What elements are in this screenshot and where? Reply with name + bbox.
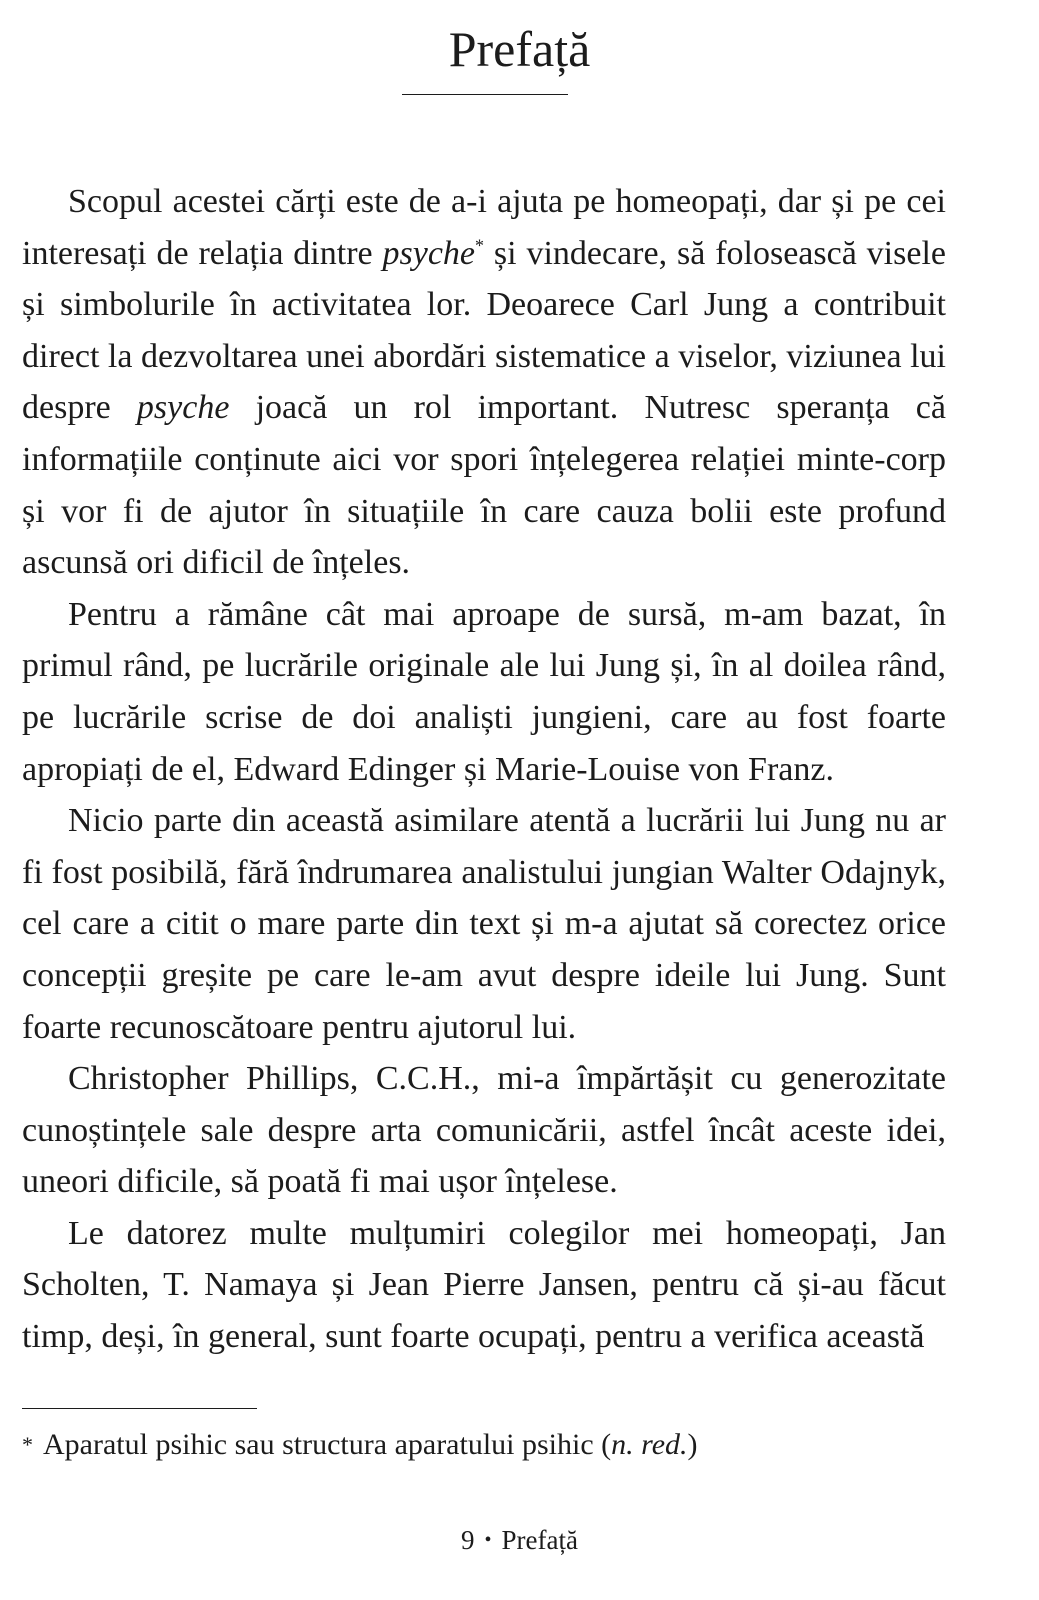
running-title: Prefață <box>501 1525 578 1555</box>
paragraph-5: Le datorez multe mulțumiri colegilor mei homeopați, Jan Scholten, T. Namaya și Jean Pierre Jansen, pentru că și-au făcut timp, deși, în general, sunt foarte ocupați, pentru a verifica această <box>22 1214 946 1356</box>
footnote <box>22 1425 946 1465</box>
term-psyche-2: psyche <box>136 389 230 427</box>
body-text <box>22 176 946 1363</box>
page-title: Prefață <box>448 21 591 77</box>
paragraph-1-part-e: joacă un rol important. Nutresc speranța că informațiile conținute aici vor spori înțelegerea relației minte-corp și vor fi de ajutor în situațiile în care cauza bolii este profund ascunsă ori dificil de înțeles. <box>22 389 946 582</box>
footnote-text: Aparatul psihic sau structura aparatului psihic ( <box>43 1428 612 1461</box>
footer-separator: • <box>484 1529 492 1551</box>
paragraph-4: Christopher Phillips, C.C.H., mi-a împărtășit cu generozitate cunoștințele sale despre arta comunicării, astfel încât aceste idei, uneori dificile, să poată fi mai ușor înțelese. <box>22 1060 946 1201</box>
paragraph-2: Pentru a rămâne cât mai aproape de sursă, m-am bazat, în primul rând, pe lucrările originale ale lui Jung și, în al doilea rând, pe lucrările scrise de doi analiști jungieni, care au fost foarte apropiați de el, Edward Edinger și Marie-Louise von Franz. <box>22 595 946 788</box>
term-psyche: psyche <box>382 234 476 272</box>
paragraph-1-part-c: și vindecare, să folosească visele și simbolurile în activitatea lor. Deoarece Carl Jung a contribuit direct la dezvoltarea unei abordări sistematice a viselor, viziunea lui despre <box>22 234 946 427</box>
title-underline <box>402 94 568 95</box>
footnote-close: ) <box>687 1428 698 1461</box>
footnote-italic: n. red. <box>611 1428 688 1461</box>
paragraph-3: Nicio parte din această asimilare atentă a lucrării lui Jung nu ar fi fost posibilă, fără îndrumarea analistului jungian Walter Odajnyk, cel care a citit o mare parte din text și m-a ajutat să corectez orice concepții greșite pe care le-am avut despre ideile lui Jung. Sunt foarte recunoscătoare pentru ajutorul lui. <box>22 802 946 1046</box>
footnote-reference: * <box>475 235 485 256</box>
page-number: 9 <box>461 1525 475 1555</box>
page-footer <box>0 1522 1039 1561</box>
footnote-rule <box>22 1408 257 1409</box>
paragraph-1-part-a: Scopul acestei cărți este de a-i ajuta pe homeopați, dar și pe cei interesați de relația dintre <box>22 183 946 272</box>
footnote-marker: * <box>22 1432 33 1457</box>
paragraph-1 <box>22 176 946 589</box>
